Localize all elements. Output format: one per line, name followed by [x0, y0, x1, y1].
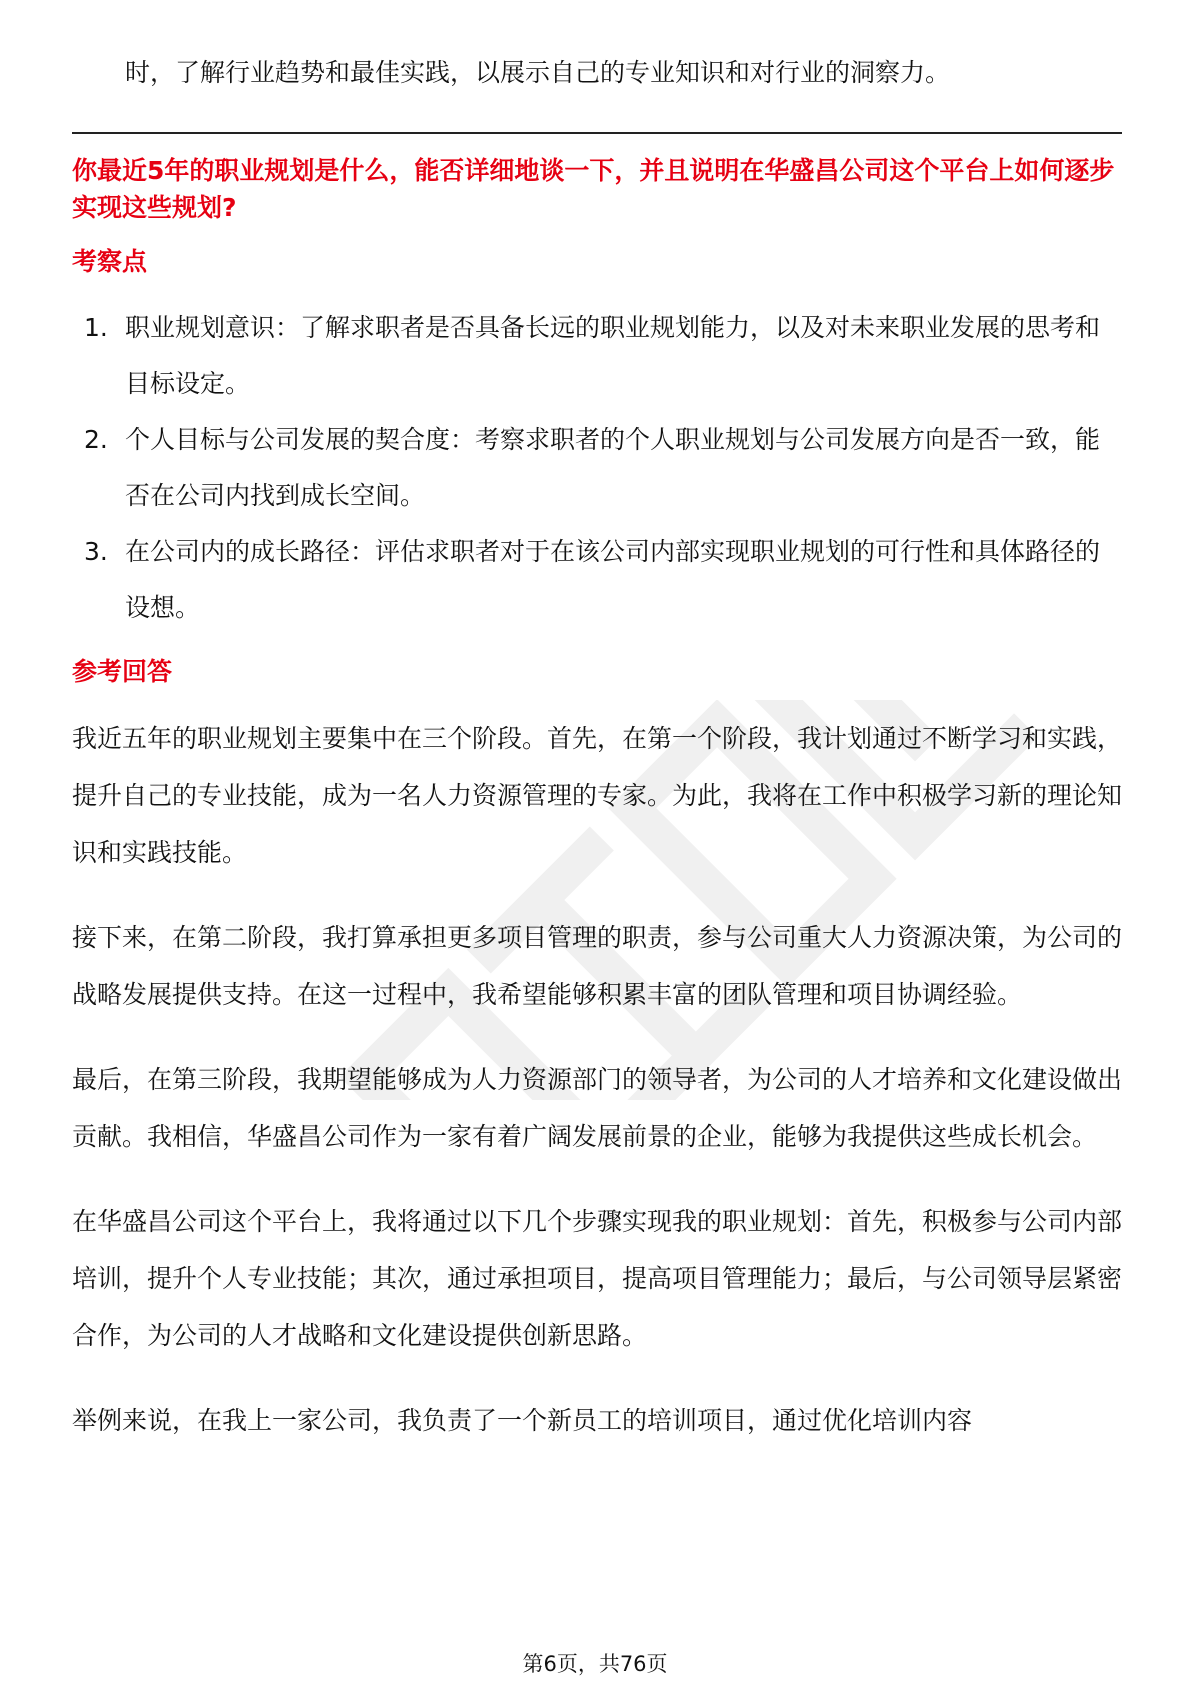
list-item — [72, 524, 1122, 636]
section-divider — [72, 132, 1122, 134]
list-item-text: 职业规划意识：了解求职者是否具备长远的职业规划能力，以及对未来职业发展的思考和目标设定。 — [125, 313, 1101, 398]
intro-text: 时，了解行业趋势和最佳实践，以展示自己的专业知识和对行业的洞察力。 — [125, 58, 951, 87]
answer-paragraph: 举例来说，在我上一家公司，我负责了一个新员工的培训项目，通过优化培训内容 — [72, 1406, 973, 1435]
page-content — [72, 44, 1122, 1477]
considerations-list — [72, 300, 1122, 636]
question-title: 你最近5年的职业规划是什么，能否详细地谈一下，并且说明在华盛昌公司这个平台上如何逐步实现这些规划? — [72, 156, 1115, 222]
answer-paragraph: 在华盛昌公司这个平台上，我将通过以下几个步骤实现我的职业规划：首先，积极参与公司内部培训，提升个人专业技能；其次，通过承担项目，提高项目管理能力；最后，与公司领导层紧密合作，为公司的人才战略和文化建设提供创新思路。 — [72, 1207, 1123, 1350]
list-item — [72, 300, 1122, 412]
answer-paragraph: 最后，在第三阶段，我期望能够成为人力资源部门的领导者，为公司的人才培养和文化建设做出贡献。我相信，华盛昌公司作为一家有着广阔发展前景的企业，能够为我提供这些成长机会。 — [72, 1065, 1123, 1151]
list-item — [72, 412, 1122, 524]
list-item-number: 2. — [84, 425, 108, 454]
answer-body — [72, 710, 1122, 1449]
answer-paragraph: 我近五年的职业规划主要集中在三个阶段。首先，在第一个阶段，我计划通过不断学习和实践，提升自己的专业技能，成为一名人力资源管理的专家。为此，我将在工作中积极学习新的理论知识和实践技能。 — [72, 724, 1123, 867]
answer-paragraph: 接下来，在第二阶段，我打算承担更多项目管理的职责，参与公司重大人力资源决策，为公司的战略发展提供支持。在这一过程中，我希望能够积累丰富的团队管理和项目协调经验。 — [72, 923, 1123, 1009]
list-item-number: 3. — [84, 537, 108, 566]
list-item-number: 1. — [84, 313, 108, 342]
considerations-heading: 考察点 — [72, 247, 148, 276]
list-item-text: 个人目标与公司发展的契合度：考察求职者的个人职业规划与公司发展方向是否一致，能否在公司内找到成长空间。 — [125, 425, 1101, 510]
list-item-text: 在公司内的成长路径：评估求职者对于在该公司内部实现职业规划的可行性和具体路径的设想。 — [125, 537, 1101, 622]
reference-answer-heading: 参考回答 — [72, 657, 173, 686]
page-footer: 第6页，共76页 — [522, 1652, 668, 1676]
